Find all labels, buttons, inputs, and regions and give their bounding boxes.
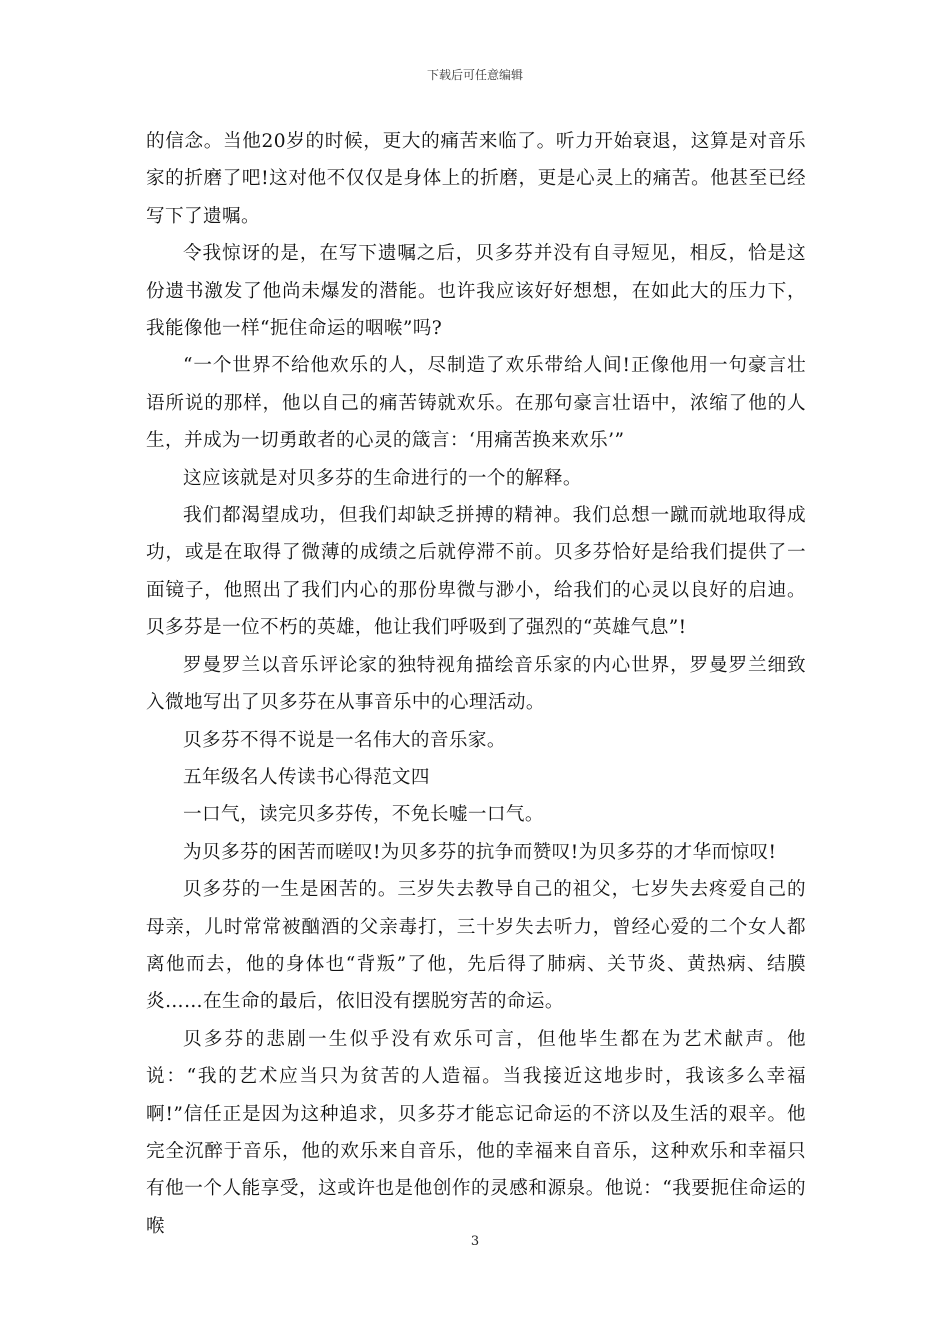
- paragraph-9: 为贝多芬的困苦而嗟叹!为贝多芬的抗争而赞叹!为贝多芬的才华而惊叹!: [183, 841, 777, 863]
- paragraph-2: 令我惊讶的是，在写下遗嘱之后，贝多芬并没有自寻短见，相反，恰是这份遗书激发了他尚未爆发的潜能。也许我应该好好想想，在如此大的压力下，我能像他一样“扼住命运的咽喉”吗?: [146, 243, 806, 340]
- page-number: 3: [470, 1234, 480, 1249]
- paragraph-4: 这应该就是对贝多芬的生命进行的一个的解释。: [183, 467, 582, 489]
- paragraph-5: 我们都渴望成功，但我们却缺乏拼搏的精神。我们总想一蹴而就地取得成功，或是在取得了微薄的成绩之后就停滞不前。贝多芬恰好是给我们提供了一面镜子，他照出了我们内心的那份卑微与渺小，给我们的心灵以良好的启迪。贝多芬是一位不朽的英雄，他让我们呼吸到了强烈的“英雄气息”!: [146, 505, 806, 639]
- body-text: [146, 123, 806, 1245]
- paragraph-10: 贝多芬的一生是困苦的。三岁失去教导自己的祖父，七岁失去疼爱自己的母亲，儿时常常被酗酒的父亲毒打，三十岁失去听力，曾经心爱的二个女人都离他而去，他的身体也“背叛”了他，先后得了肺病、关节炎、黄热病、结膜炎……在生命的最后，依旧没有摆脱穷苦的命运。: [146, 879, 806, 1013]
- paragraph-11: 贝多芬的悲剧一生似乎没有欢乐可言，但他毕生都在为艺术献声。他说：“我的艺术应当只为贫苦的人造福。当我接近这地步时，我该多么幸福啊!”信任正是因为这种追求，贝多芬才能忘记命运的不济以及生活的艰辛。他完全沉醉于音乐，他的欢乐来自音乐，他的幸福来自音乐，这种欢乐和幸福只有他一个人能享受，这或许也是他创作的灵感和源泉。他说：“我要扼住命运的喉: [146, 1028, 806, 1237]
- paragraph-1: 的信念。当他20岁的时候，更大的痛苦来临了。听力开始衰退，这算是对音乐家的折磨了吧!这对他不仅仅是身体上的折磨，更是心灵上的痛苦。他甚至已经写下了遗嘱。: [146, 131, 806, 227]
- paragraph-8: 一口气，读完贝多芬传，不免长嘘一口气。: [183, 804, 544, 826]
- paragraph-7: 贝多芬不得不说是一名伟大的音乐家。: [183, 729, 506, 751]
- paragraph-6: 罗曼罗兰以音乐评论家的独特视角描绘音乐家的内心世界，罗曼罗兰细致入微地写出了贝多芬在从事音乐中的心理活动。: [146, 654, 806, 714]
- paragraph-3: “一个世界不给他欢乐的人，尽制造了欢乐带给人间!正像他用一句豪言壮语所说的那样，他以自己的痛苦铸就欢乐。在那句豪言壮语中，浓缩了他的人生，并成为一切勇敢者的心灵的箴言：‘用痛苦换来欢乐’”: [146, 355, 806, 452]
- section-heading: 五年级名人传读书心得范文四: [183, 766, 430, 788]
- page-header: 下载后可任意编辑: [426, 68, 523, 82]
